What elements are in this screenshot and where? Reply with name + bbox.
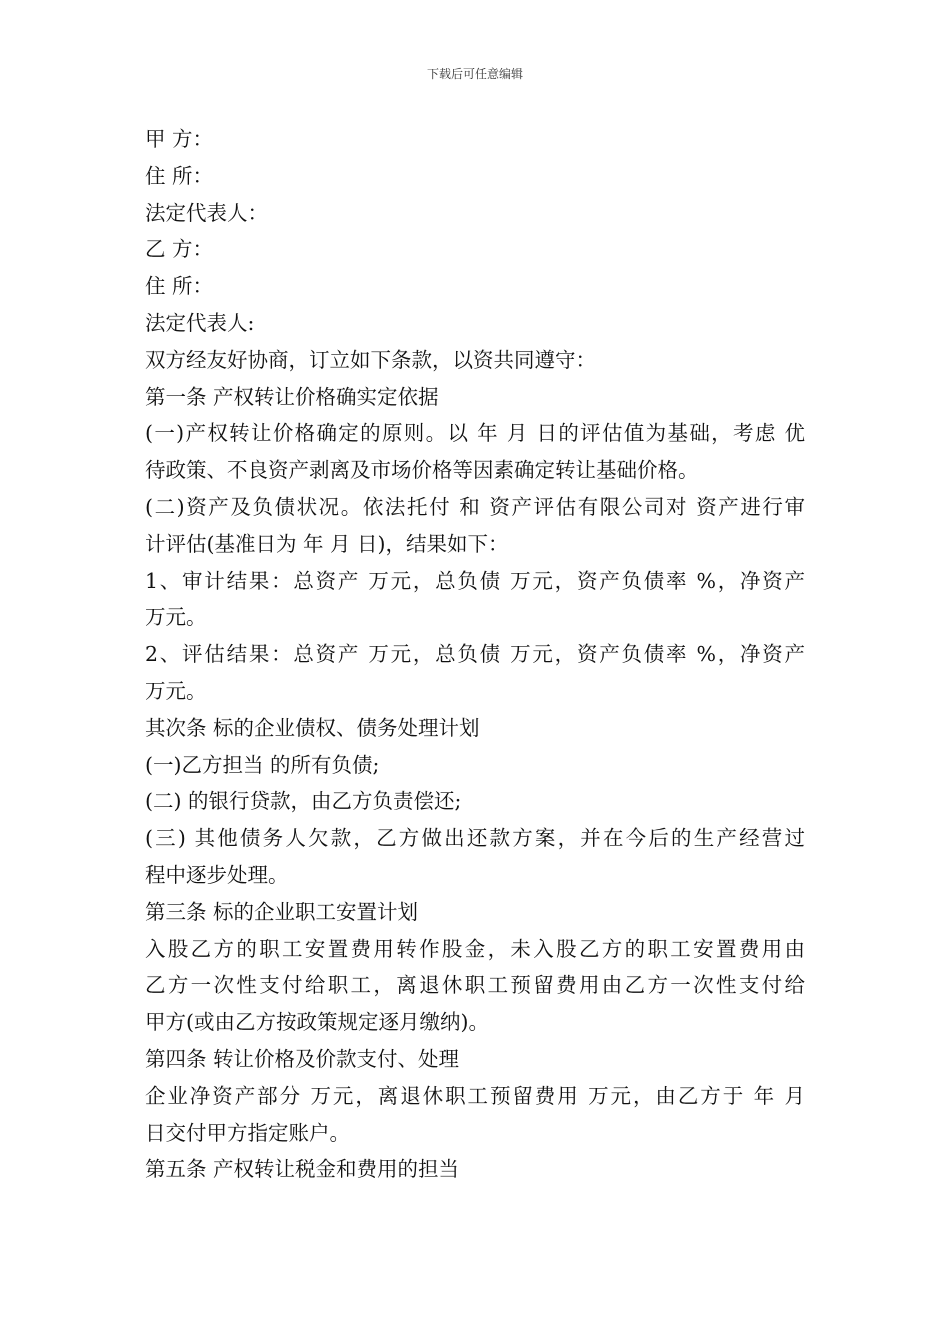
text-line: 第四条 转让价格及价款支付、处理 bbox=[145, 1046, 460, 1071]
text-line: 第一条 产权转让价格确实定依据 bbox=[145, 384, 439, 409]
text-line: 乙 方： bbox=[145, 237, 214, 262]
document-body bbox=[145, 121, 805, 1188]
text-line: (一)产权转让价格确定的原则。以 年 月 日的评估值为基础，考虑 优 bbox=[145, 421, 805, 446]
text-line: 乙方一次性支付给职工，离退休职工预留费用由乙方一次性支付给 bbox=[145, 973, 805, 998]
text-line: 住 所： bbox=[145, 274, 214, 299]
text-line: (一)乙方担当 的所有负债; bbox=[145, 752, 380, 777]
text-line: (三) 其他债务人欠款，乙方做出还款方案，并在今后的生产经营过 bbox=[145, 826, 805, 851]
text-line: 甲方(或由乙方按政策规定逐月缴纳)。 bbox=[145, 1010, 489, 1035]
text-line: 住 所： bbox=[145, 163, 214, 188]
text-line: 法定代表人: bbox=[145, 310, 255, 335]
text-line: 法定代表人： bbox=[145, 200, 268, 225]
text-line: (二) 的银行贷款，由乙方负责偿还; bbox=[145, 789, 462, 814]
text-line: 企业净资产部分 万元，离退休职工预留费用 万元，由乙方于 年 月 bbox=[145, 1083, 805, 1108]
text-line: 双方经友好协商，订立如下条款，以资共同遵守： bbox=[145, 347, 596, 372]
text-line: (二)资产及负债状况。依法托付 和 资产评估有限公司对 资产进行审 bbox=[145, 494, 805, 519]
text-line: 1、审计结果：总资产 万元，总负债 万元，资产负债率 %，净资产 bbox=[145, 568, 805, 593]
text-line: 第五条 产权转让税金和费用的担当 bbox=[145, 1157, 460, 1182]
text-line: 待政策、不良资产剥离及市场价格等因素确定转让基础价格。 bbox=[145, 458, 699, 483]
text-line: 入股乙方的职工安置费用转作股金，未入股乙方的职工安置费用由 bbox=[145, 936, 805, 961]
page-header: 下载后可任意编辑 bbox=[426, 67, 523, 81]
text-line: 计评估(基准日为 年 月 日)，结果如下： bbox=[145, 531, 509, 556]
text-line: 万元。 bbox=[145, 605, 207, 630]
text-line: 万元。 bbox=[145, 678, 207, 703]
text-line: 程中逐步处理。 bbox=[145, 862, 289, 887]
text-line: 2、评估结果：总资产 万元，总负债 万元，资产负债率 %，净资产 bbox=[145, 642, 805, 667]
text-line: 日交付甲方指定账户。 bbox=[145, 1120, 350, 1145]
text-line: 甲 方： bbox=[145, 127, 214, 151]
text-line: 第三条 标的企业职工安置计划 bbox=[145, 899, 419, 924]
text-line: 其次条 标的企业债权、债务处理计划 bbox=[145, 715, 480, 740]
